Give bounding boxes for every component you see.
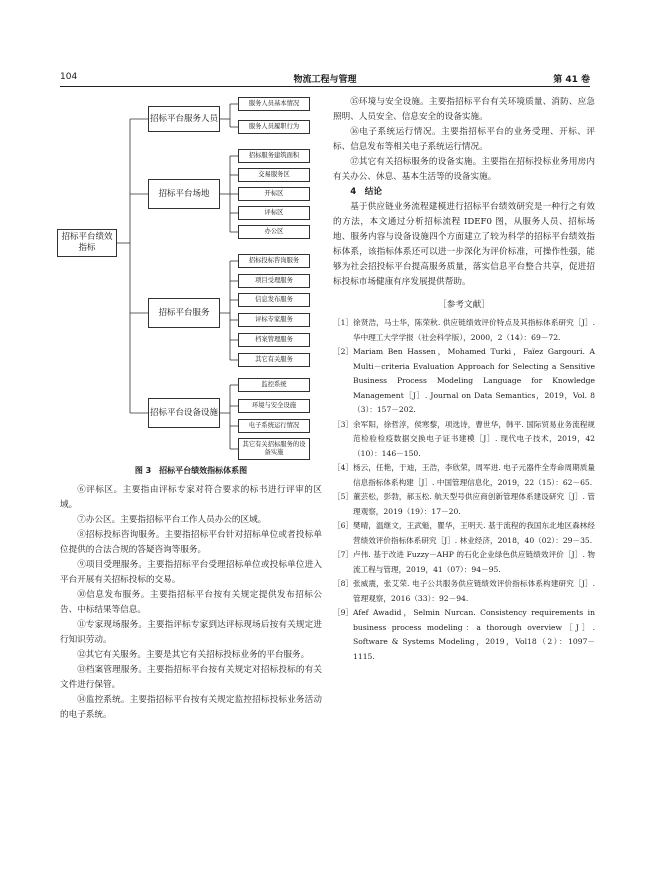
leaf-node: 评标区 xyxy=(238,206,310,220)
leaf-node: 项目受理服务 xyxy=(238,274,310,288)
reference-text: 樊晴，温继文，王武魁，瞿华，王明天. 基于流程的我国东北地区森林经营绩效评价指标体系研究［J］. 林业经济，2018，40（02）：29－35. xyxy=(353,521,595,545)
paragraph: ⑰其它有关招标服务的设备实施。主要指在招标投标业务用房内有关办公、休息、基本生活等的设备实施。 xyxy=(333,157,595,182)
group-node-facilities: 招标平台设备设施 xyxy=(148,398,220,428)
reference-number: ［3］ xyxy=(333,419,354,429)
reference-number: ［9］ xyxy=(333,608,354,617)
page-number: 104 xyxy=(60,72,78,82)
reference-number: ［6］ xyxy=(333,521,354,530)
reference-text: Mariam Ben Hassen，Mohamed Turki，Faïez Gargouri. A Multi－criteria Evaluation Approach for Selecting a Sensitive Business Process Modeling Language for Knowledge Management［J］. Journal on Data Semantics，2019，Vol. 8（3）：157－202. xyxy=(353,347,595,414)
reference-item xyxy=(333,316,595,345)
leaf-node: 服务人员基本情况 xyxy=(238,97,310,111)
leaf-node: 信息发布服务 xyxy=(238,293,310,307)
reference-number: ［8］ xyxy=(333,579,354,588)
leaf-node: 档案管理服务 xyxy=(238,333,310,347)
paragraph: ⑦办公区。主要指招标平台工作人员办公的区域。 xyxy=(77,515,267,525)
leaf-node: 监控系统 xyxy=(238,378,310,392)
reference-text: 余军阳，徐哲淳，侯寒黎，项选诗，曹世华，韩平. 国际贸易业务流程规范检验检疫数据交换电子证书建模［J］. 现代电子技术，2019，42（10）：146－150. xyxy=(353,419,595,458)
leaf-node: 环境与安全设施 xyxy=(238,399,310,413)
reference-item xyxy=(333,548,595,577)
reference-item xyxy=(333,519,595,548)
reference-number: ［2］ xyxy=(333,347,354,356)
root-node: 招标平台绩效指标 xyxy=(57,229,117,257)
reference-item xyxy=(333,418,595,462)
right-column xyxy=(333,95,595,664)
section-heading: 4 结论 xyxy=(350,187,382,197)
paragraph: ⑮环境与安全设施。主要指招标平台有关环境质量、消防、应急照明、人员安全、信息安全的设备实施。 xyxy=(333,97,595,122)
paragraph: ⑭监控系统。主要指招标平台按有关规定监控招标投标业务活动的电子系统。 xyxy=(60,695,322,720)
leaf-node: 电子系统运行情况 xyxy=(238,419,310,433)
reference-text: 张威震，张艾荣. 电子公共服务供应链绩效评价指标体系构建研究［J］. 管理观察，2016（33）：92－94. xyxy=(353,579,595,603)
paragraph: ⑩信息发布服务。主要指招标平台按有关规定提供发布招标公告、中标结果等信息。 xyxy=(60,590,322,615)
reference-text: 董芸松，彭勃，郝玉松. 航天型号供应商创新管理体系建设研究［J］. 管理观察，2019（19）：17－20. xyxy=(353,492,595,516)
paragraph: ⑫其它有关服务。主要是其它有关招标投标业务的平台服务。 xyxy=(77,650,310,660)
group-node-service: 招标平台服务 xyxy=(148,298,220,328)
indicator-tree-diagram xyxy=(55,93,317,460)
paragraph: ⑧招标投标咨询服务。主要指招标平台针对招标单位或者投标单位提供的合法合规的答疑咨询等服务。 xyxy=(60,530,322,555)
paragraph: ⑯电子系统运行情况。主要指招标平台的业务受理、开标、评标、信息发布等相关电子系统运行情况。 xyxy=(333,127,595,152)
volume-label: 第 41 卷 xyxy=(553,75,590,85)
leaf-node: 评标专家服务 xyxy=(238,313,310,327)
journal-title: 物流工程与管理 xyxy=(293,75,357,85)
reference-item xyxy=(333,577,595,606)
header-rule xyxy=(60,86,590,87)
reference-number: ［1］ xyxy=(333,318,354,327)
reference-item xyxy=(333,606,595,664)
reference-number: ［5］ xyxy=(333,492,354,501)
paragraph: ⑬档案管理服务。主要指招标平台按有关规定对招标投标的有关文件进行保管。 xyxy=(60,665,322,690)
reference-text: 卢伟. 基于改进 Fuzzy－AHP 的石化企业绿色供应链绩效评价［J］. 物流工程与管理，2019，41（07）：94－95. xyxy=(353,550,595,574)
paragraph: ⑥评标区。主要指由评标专家对符合要求的标书进行评审的区域。 xyxy=(60,485,322,510)
running-header xyxy=(60,72,590,86)
reference-text: 杨云，任艳，于迪，王浩，李欣荣，周军进. 电子元器件全寿命周期质量信息指标体系构建［J］. 中国管理信息化，2019，22（15）：62－65. xyxy=(353,463,595,487)
paragraph: ⑨项目受理服务。主要指招标平台受理招标单位或投标单位进入平台开展有关招标投标的交易。 xyxy=(60,560,322,585)
group-node-service-staff: 招标平台服务人员 xyxy=(148,106,220,132)
reference-number: ［4］ xyxy=(333,463,354,472)
reference-item xyxy=(333,490,595,519)
leaf-node: 招标投标咨询服务 xyxy=(238,254,310,268)
leaf-node: 交易服务区 xyxy=(238,168,310,182)
conclusion-paragraph: 基于供应链业务流程建模进行招标平台绩效研究是一种行之有效的方法，本文通过分析招标流程 IDEF0 图，从服务人员、招标场地、服务内容与设备设施四个方面建立了较为科学的招标平台绩效指标体系，该指标体系还可以进一步深化为评价标准，可操作性强，能够为社会招投标平台提高服务质量，落实信息平台整合共享，促进招标投标市场健康有序发展提供帮助。 xyxy=(333,202,595,287)
figure-caption: 图 3 招标平台绩效指标体系图 xyxy=(134,466,248,475)
paragraph: ⑪专家现场服务。主要指评标专家到达评标现场后按有关规定进行知识劳动。 xyxy=(60,620,322,645)
reference-item xyxy=(333,345,595,418)
references-title: ［参考文献］ xyxy=(438,300,490,310)
reference-item xyxy=(333,461,595,490)
leaf-node: 开标区 xyxy=(238,187,310,201)
leaf-node: 办公区 xyxy=(238,225,310,239)
leaf-node: 其它有关服务 xyxy=(238,353,310,367)
leaf-node: 招标服务建筑面积 xyxy=(238,149,310,163)
group-node-venue: 招标平台场地 xyxy=(148,179,220,209)
reference-number: ［7］ xyxy=(333,550,354,559)
reference-text: 徐贤浩，马士华，陈荣秋. 供应链绩效评价特点及其指标体系研究［J］. 华中理工大学学报（社会科学版），2000，2（14）：69－72. xyxy=(353,318,595,342)
leaf-node: 服务人员履职行为 xyxy=(238,120,310,134)
reference-text: Afef Awadid，Selmin Nurcan. Consistency requirements in business process modeling：a thorough overview［J］. Software & Systems Modeling，2019，Vol18（2）：1097－1115. xyxy=(353,608,595,661)
left-column xyxy=(60,483,322,723)
leaf-node: 其它有关招标服务的设备实施 xyxy=(238,438,310,460)
